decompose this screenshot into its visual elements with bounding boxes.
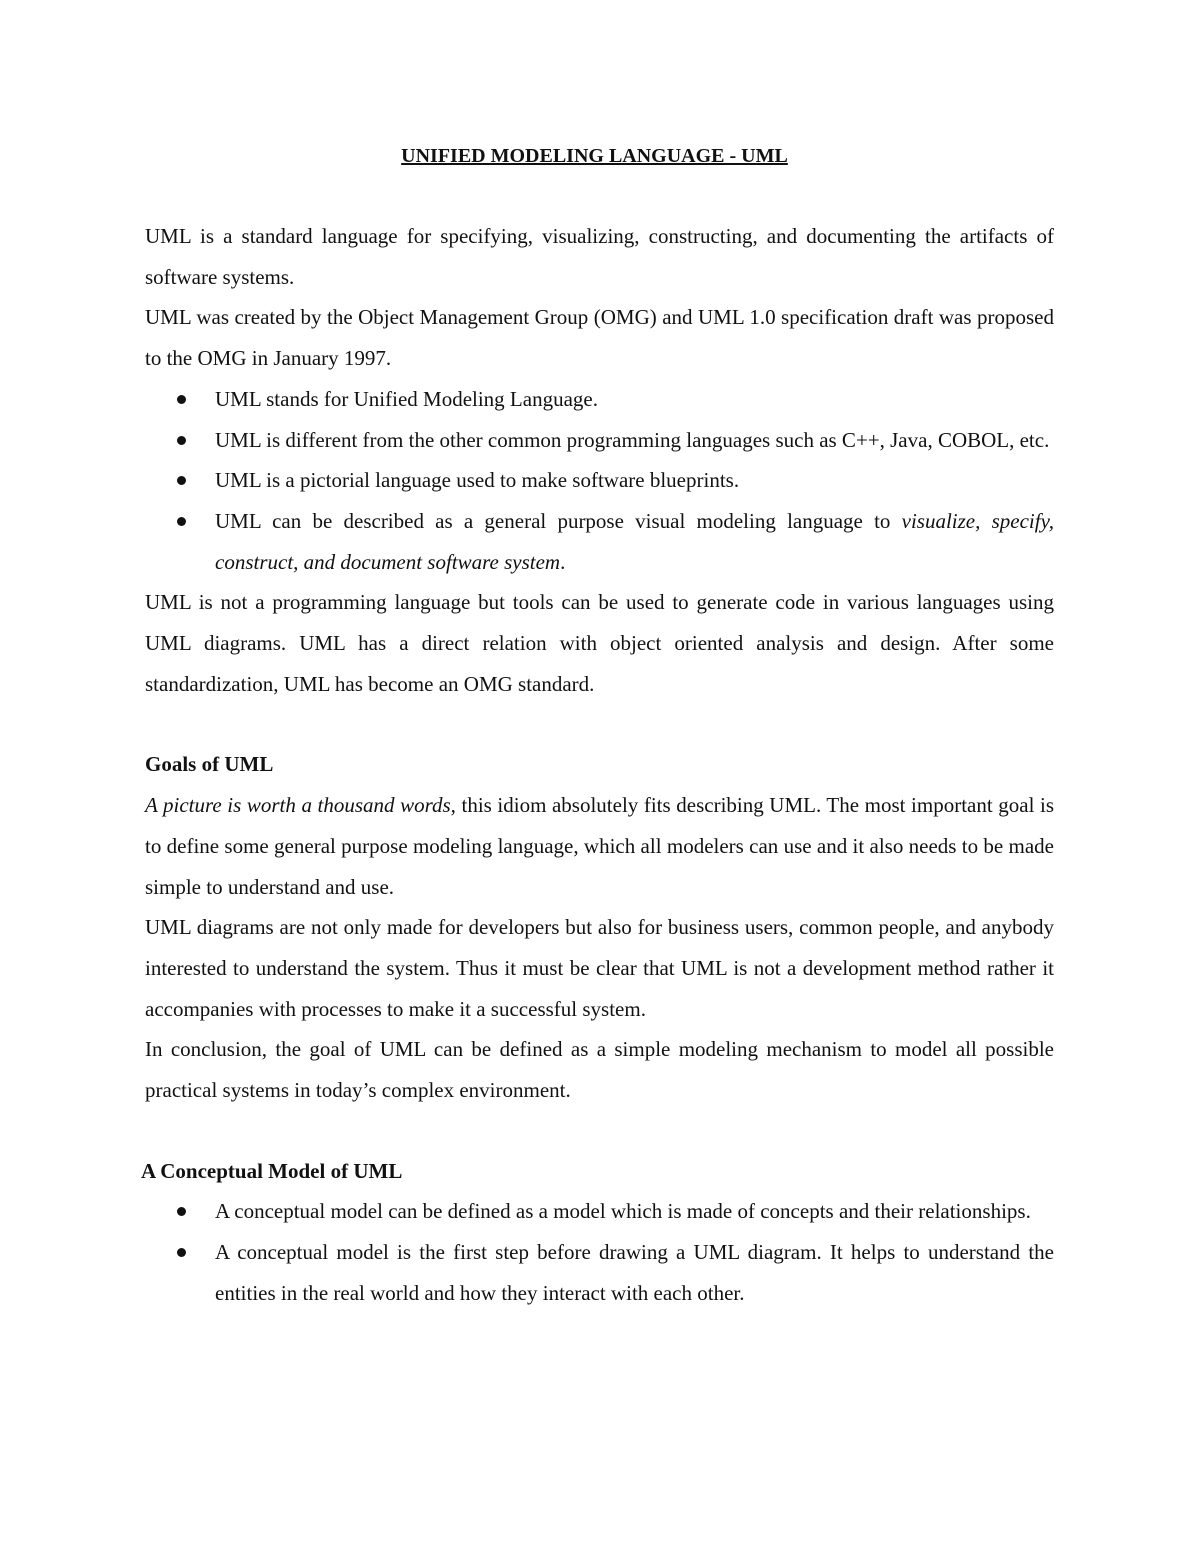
goals-paragraph-1-text: , this idiom absolutely fits describing UML. The most important goal is to define some general purpose modeling language, which all modelers can use and it also needs to be made simple to understand and use. [145,793,1054,899]
page-title: UNIFIED MODELING LANGUAGE - UML [401,145,788,167]
list-item [145,420,1054,461]
bullet-icon [177,436,186,445]
spacer [145,1111,1054,1151]
bullet-icon [177,476,186,485]
list-item-emphasis: visualize, specify, construct, and document software system [215,508,1054,574]
intro-paragraph-1: UML is a standard language for specifying, visualizing, constructing, and documenting the artifacts of software systems. [145,224,1054,289]
document-body [141,136,1054,1314]
list-item [145,501,1054,582]
idiom-text: A picture is worth a thousand words [145,793,451,818]
conceptual-model-list [145,1191,1054,1313]
list-item-text: A conceptual model is the first step before drawing a UML diagram. It helps to understand the entities in the real world and how they interact with each other. [215,1240,1054,1305]
list-item-text: UML can be described as a general purpose visual modeling language to [215,508,902,533]
spacer [145,704,1054,744]
goals-heading: Goals of UML [145,752,274,777]
uml-facts-list [145,379,1054,583]
bullet-icon [177,1207,186,1216]
spacer [145,176,1054,216]
list-item [145,379,1054,420]
goals-paragraph-1 [145,785,1054,907]
list-item-text: A conceptual model can be defined as a model which is made of concepts and their relationships. [215,1199,1031,1224]
bullet-icon [177,395,186,404]
list-item-end: . [560,549,566,574]
bullet-icon [177,1248,186,1257]
goals-paragraph-3: In conclusion, the goal of UML can be defined as a simple modeling mechanism to model all possible practical systems in today’s complex environment. [145,1037,1054,1103]
list-item-text: UML stands for Unified Modeling Language. [215,386,598,411]
list-item-text: UML is a pictorial language used to make software blueprints. [215,468,740,493]
conceptual-model-heading: A Conceptual Model of UML [141,1158,403,1183]
intro-paragraph-2: UML was created by the Object Management Group (OMG) and UML 1.0 specification draft was proposed to the OMG in January 1997. [145,305,1054,371]
goals-paragraph-2: UML diagrams are not only made for developers but also for business users, common people, and anybody interested to understand the system. Thus it must be clear that UML is not a development method rather it accompanies with processes to make it a successful system. [145,915,1054,1021]
list-item [145,1191,1054,1232]
list-item [145,1232,1054,1313]
intro-paragraph-3: UML is not a programming language but tools can be used to generate code in various languages using UML diagrams. UML has a direct relation with object oriented analysis and design. After some standardization, UML has become an OMG standard. [145,590,1054,696]
list-item [145,460,1054,501]
bullet-icon [177,517,186,526]
list-item-text: UML is different from the other common programming languages such as C++, Java, COBOL, etc. [215,427,1050,452]
